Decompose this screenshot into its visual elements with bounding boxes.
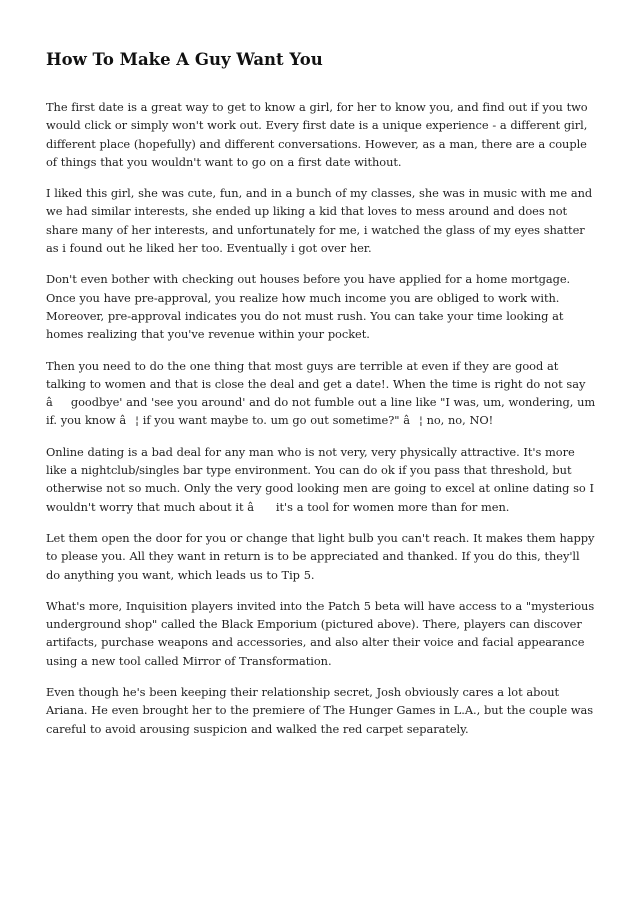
paragraph-5: Online dating is a bad deal for any man who is not very, very physically attractive. It's more like a nightclub/singles bar type environment. You can do ok if you pass that threshold, but otherwise not so much. Only the very good looking men are going to excel at online dating so I wouldn't worry that much about it â it's a tool for women more than for men.: [46, 444, 594, 514]
paragraph-4: Then you need to do the one thing that most guys are terrible at even if they are good at talking to women and that is close the deal and get a date!. When the time is right do not say âgoodbye' and 'see you around' and do not fumble out a line like "I was, um, wondering, um if. you know â¦ if you want maybe to. um go out sometime?" â¦ no, no, NO!: [46, 358, 596, 428]
paragraph-7: What's more, Inquisition players invited into the Patch 5 beta will have access to a "mysterious underground shop" called the Black Emporium (pictured above). There, players can discover artifacts, purchase weapons and accessories, and also alter their voice and facial appearance using a new tool called Mirror of Transformation.: [46, 598, 595, 668]
document-page: [46, 48, 596, 751]
paragraph-3: Don't even bother with checking out houses before you have applied for a home mortgage. Once you have pre-approval, you realize how much income you are obliged to work with. Moreover, pre-approval indicates you do not must rush. You can take your time looking at homes realizing that you've revenue within your pocket.: [46, 272, 571, 342]
paragraph-8: Even though he's been keeping their relationship secret, Josh obviously cares a lot about Ariana. He even brought her to the premiere of The Hunger Games in L.A., but the couple was careful to avoid arousing suspicion and walked the red carpet separately.: [46, 685, 594, 736]
paragraph-1: The first date is a great way to get to know a girl, for her to know you, and find out if you two would click or simply won't work out. Every first date is a unique experience - a different girl, different place (hopefully) and different conversations. However, as a man, there are a couple of things that you wouldn't want to go on a first date without.: [46, 100, 588, 169]
paragraph-2: I liked this girl, she was cute, fun, and in a bunch of my classes, she was in music with me and we had similar interests, she ended up liking a kid that loves to mess around and does not share many of her interests, and unfortunately for me, i watched the glass of my eyes shatter as i found out he liked her too. Eventually i got over her.: [46, 186, 593, 256]
paragraph-6: Let them open the door for you or change that light bulb you can't reach. It makes them happy to please you. All they want in return is to be appreciated and thanked. If you do this, they'll do anything you want, which leads us to Tip 5.: [46, 530, 595, 582]
page-title: How To Make A Guy Want You: [46, 50, 323, 69]
